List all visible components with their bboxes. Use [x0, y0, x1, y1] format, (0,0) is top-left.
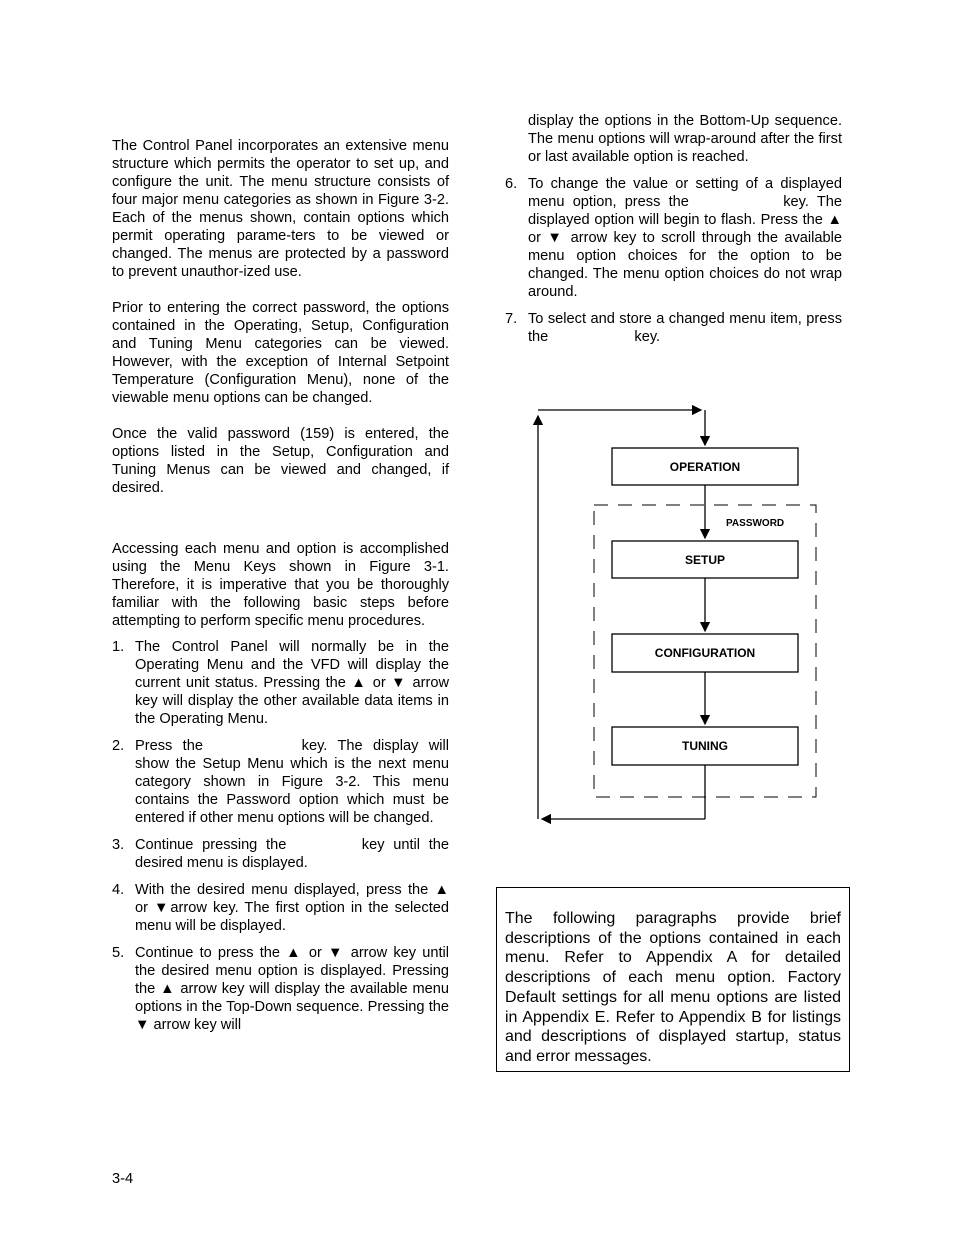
- step-1: 1. The Control Panel will normally be in the Operating Menu and the VFD will display the current unit status. Pressing the ▲ or ▼ arrow key will display the other available data items in the Operating Menu.: [112, 639, 449, 727]
- note-box: The following paragraphs provide brief descriptions of the options contained in each menu. Refer to Appendix A for detailed descriptions of each menu option. Factory Default settings for all menu options are listed in Appendix E. Refer to Appendix B for listings and descriptions of displayed startup, status and error messages.: [496, 887, 850, 1072]
- intro-paragraph: The Control Panel incorporates an extensive menu structure which permits the operator to set up, and configure the unit. The menu structure consists of four major menu categories as shown in Figure 3-2. Each of the menus shown, contain options which permit operating parame-ters to be viewed or changed. The menus are protected by a password to prevent unauthor-ized use.: [112, 138, 449, 280]
- step-5-continued: display the options in the Bottom-Up sequence. The menu options will wrap-around after the first or last available option is reached.: [528, 113, 842, 165]
- svg-text:SETUP: SETUP: [684, 553, 726, 567]
- step-4: 4. With the desired menu displayed, press the ▲ or ▼arrow key. The first option in the selected menu will be displayed.: [112, 882, 449, 934]
- svg-text:TUNING: TUNING: [682, 739, 728, 753]
- password-paragraph: Prior to entering the correct password, the options contained in the Operating, Setup, Configuration and Tuning Menu categories can be viewed. However, with the exception of Internal Setpoint Temperature (Configuration Menu), none of the viewable menu options can be changed.: [112, 300, 449, 406]
- valid-password-paragraph: Once the valid password (159) is entered, the options listed in the Setup, Configuration and Tuning Menus can be viewed and changed, if desired.: [112, 426, 449, 496]
- step-3: 3. Continue pressing the key until the desired menu is displayed.: [112, 837, 449, 871]
- step-2: 2. Press the key. The display will show the Setup Menu which is the next menu category shown in Figure 3-2. This menu contains the Password option which must be entered if other menu options will be changed.: [112, 738, 449, 826]
- accessing-menus-paragraph: Accessing each menu and option is accomplished using the Menu Keys shown in Figure 3-1. Therefore, it is imperative that you be thoroughly familiar with the following basic steps before attempting to perform specific menu procedures.: [112, 541, 449, 629]
- svg-text:CONFIGURATION: CONFIGURATION: [654, 646, 756, 660]
- step-7: 7. To select and store a changed menu item, press the key.: [505, 311, 842, 345]
- svg-text:OPERATION: OPERATION: [669, 460, 741, 474]
- page-number: 3-4: [112, 1171, 134, 1187]
- password-label: PASSWORD: [726, 518, 785, 529]
- setup-box: [612, 541, 798, 578]
- tuning-box: [612, 727, 798, 765]
- configuration-box: [612, 634, 798, 672]
- operation-box: [612, 448, 798, 485]
- step-5: 5. Continue to press the ▲ or ▼ arrow key until the desired menu option is displayed. Pressing the ▲ arrow key will display the available menu options in the Top-Down sequence. Pressing the ▼ arrow key will: [112, 945, 449, 1033]
- step-6: 6. To change the value or setting of a displayed menu option, press the key. The displayed option will begin to flash. Press the ▲ or ▼ arrow key to scroll through the available menu option choices for the option to be changed. The menu option choices do not wrap around.: [505, 176, 842, 300]
